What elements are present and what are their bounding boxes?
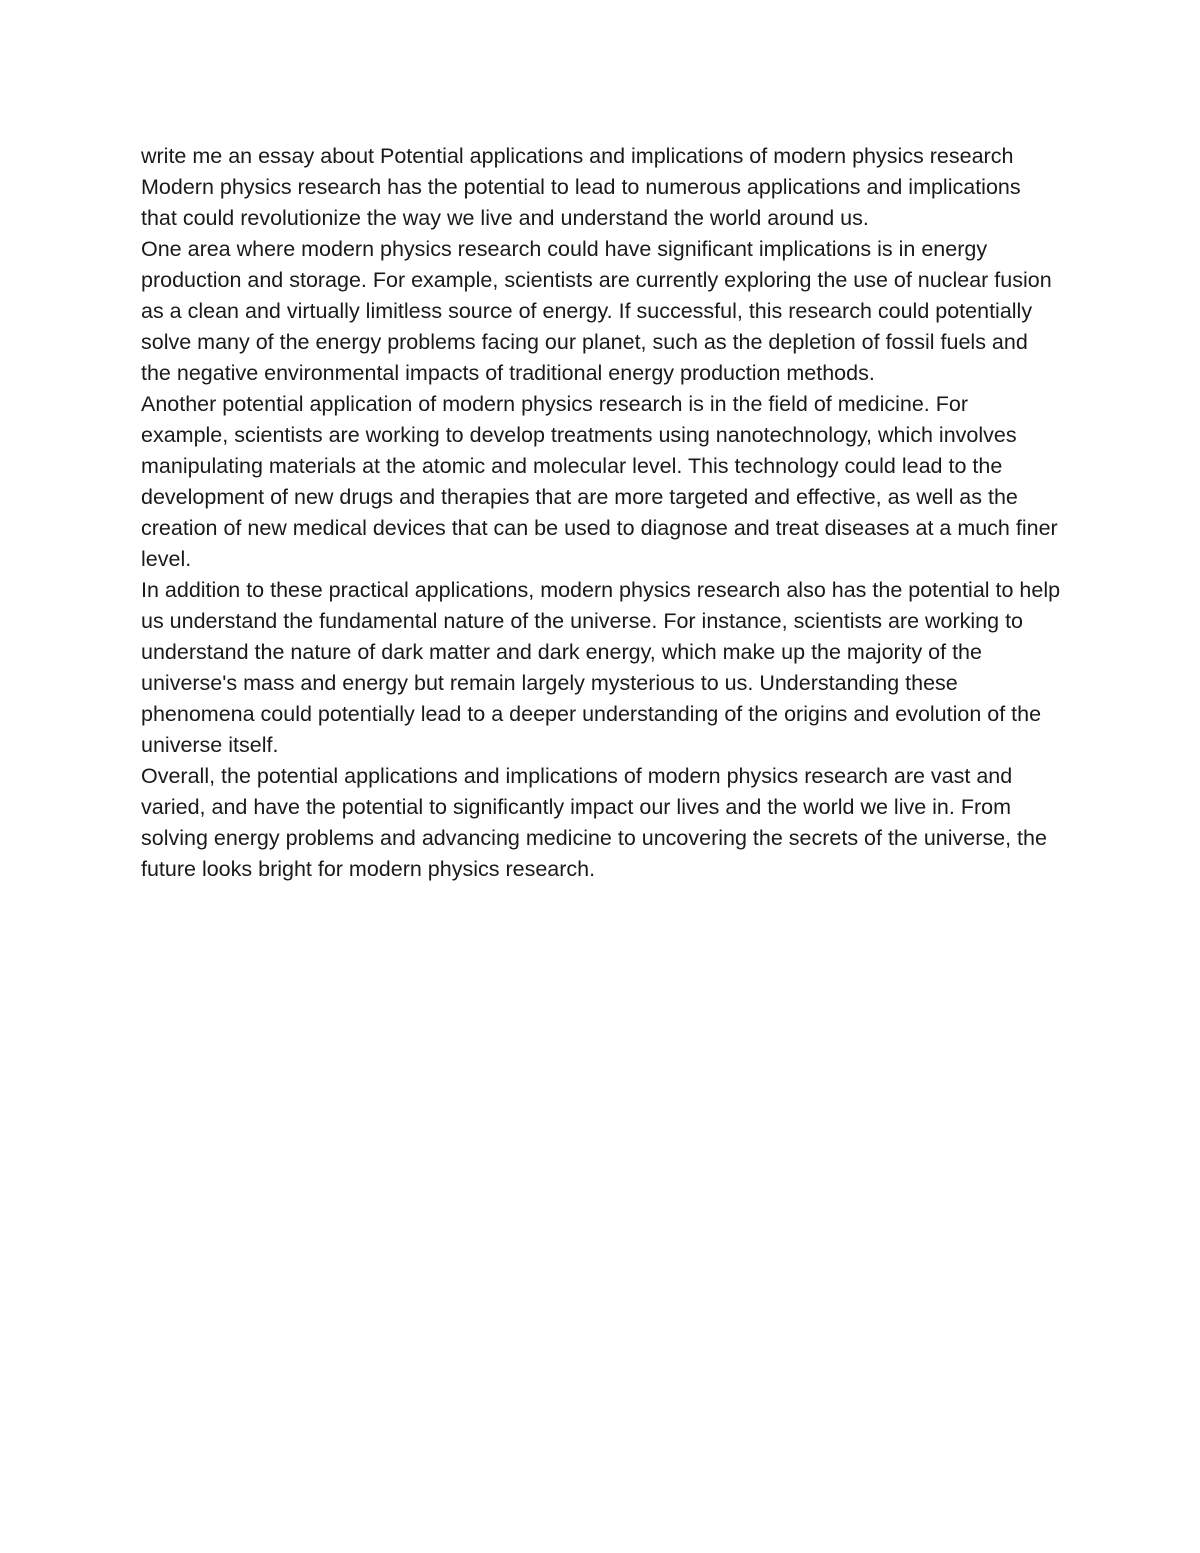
document-body: [141, 141, 1061, 885]
medicine-paragraph: Another potential application of modern physics research is in the field of medicine. For example, scientists are working to develop treatments using nanotechnology, which involves manipulating materials at the atomic and molecular level. This technology could lead to the development of new drugs and therapies that are more targeted and effective, as well as the creation of new medical devices that can be used to diagnose and treat diseases at a much finer level.: [141, 392, 1058, 571]
universe-paragraph: In addition to these practical applications, modern physics research also has the potential to help us understand the fundamental nature of the universe. For instance, scientists are working to understand the nature of dark matter and dark energy, which make up the majority of the universe's mass and energy but remain largely mysterious to us. Understanding these phenomena could potentially lead to a deeper understanding of the origins and evolution of the universe itself.: [141, 578, 1061, 757]
prompt-line: write me an essay about Potential applications and implications of modern physics research: [141, 144, 1014, 168]
intro-paragraph: Modern physics research has the potential to lead to numerous applications and implications that could revolutionize the way we live and understand the world around us.: [141, 175, 1021, 230]
conclusion-paragraph: Overall, the potential applications and implications of modern physics research are vast and varied, and have the potential to significantly impact our lives and the world we live in. From solving energy problems and advancing medicine to uncovering the secrets of the universe, the future looks bright for modern physics research.: [141, 764, 1047, 881]
energy-paragraph: One area where modern physics research could have significant implications is in energy production and storage. For example, scientists are currently exploring the use of nuclear fusion as a clean and virtually limitless source of energy. If successful, this research could potentially solve many of the energy problems facing our planet, such as the depletion of fossil fuels and the negative environmental impacts of traditional energy production methods.: [141, 237, 1052, 385]
